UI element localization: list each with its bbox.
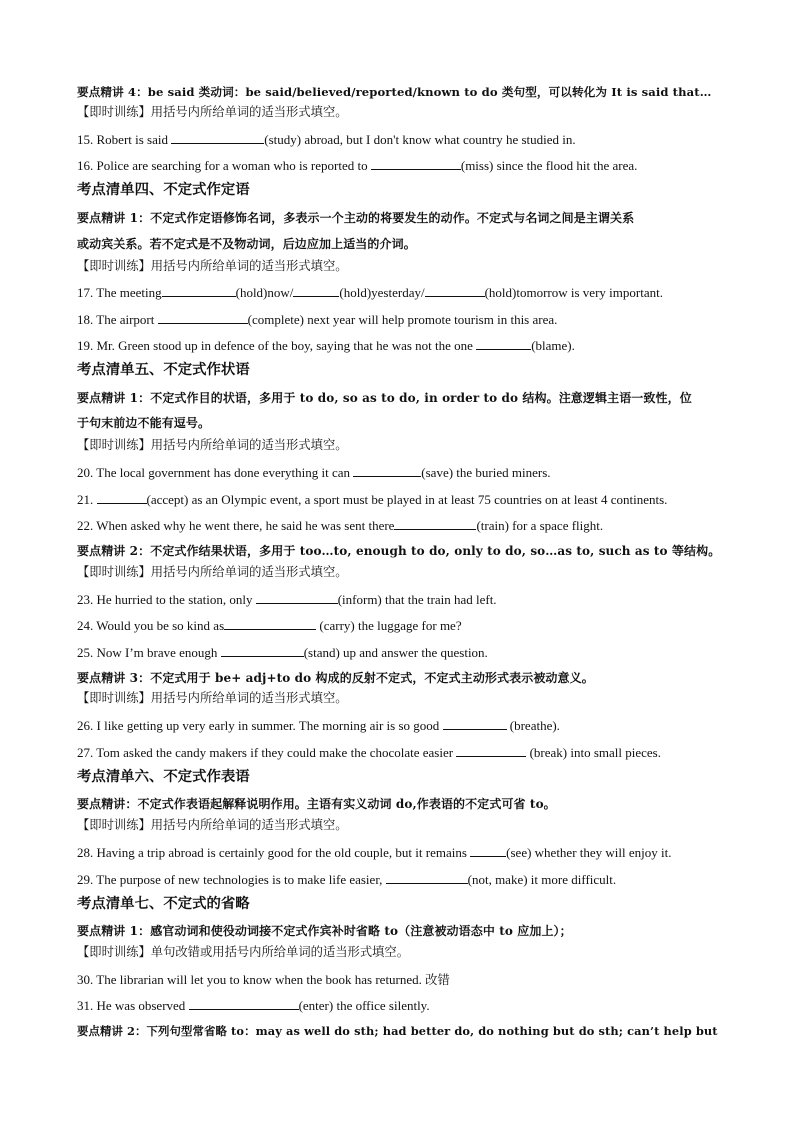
question-31: 31. He was observed (enter) the office silently.	[77, 998, 430, 1013]
key-point-5-1-line2: 于句末前边不能有逗号。	[77, 416, 211, 430]
answer-blank[interactable]	[162, 284, 236, 297]
key-point-5-2: 要点精讲 2：不定式作结果状语，多用于 too…to, enough to do, only to do, so…as to, such as to 等结构。	[77, 544, 721, 558]
key-point-6: 要点精讲：不定式作表语起解释说明作用。主语有实义动词 do,作表语的不定式可省 to。	[77, 797, 556, 811]
key-point-4-1-line1: 要点精讲 1：不定式作定语修饰名词，多表示一个主动的将要发生的动作。不定式与名词之间是主谓关系	[77, 211, 635, 225]
question-16: 16. Police are searching for a woman who is reported to (miss) since the flood hit the area.	[77, 158, 638, 173]
drill-instruction: 【即时训练】用括号内所给单词的适当形式填空。	[77, 565, 348, 579]
drill-instruction: 【即时训练】用括号内所给单词的适当形式填空。	[77, 691, 348, 705]
question-29: 29. The purpose of new technologies is to make life easier, (not, make) it more difficult.	[77, 872, 617, 887]
section-heading-7: 考点清单七、不定式的省略	[77, 896, 250, 912]
question-15: 15. Robert is said (study) abroad, but I don't know what country he studied in.	[77, 132, 576, 147]
answer-blank[interactable]	[386, 871, 468, 884]
drill-instruction: 【即时训练】用括号内所给单词的适当形式填空。	[77, 438, 348, 452]
drill-instruction: 【即时训练】用括号内所给单词的适当形式填空。	[77, 818, 348, 832]
key-point-4: 要点精讲 4：be said 类动词：be said/believed/reported/known to do 类句型，可以转化为 It is said that…	[77, 85, 712, 99]
drill-instruction: 【即时训练】用括号内所给单词的适当形式填空。	[77, 105, 348, 119]
question-30: 30. The librarian will let you to know when the book has returned. 改错	[77, 972, 450, 987]
question-17: 17. The meeting (hold)now/ (hold)yesterday/ (hold)tomorrow is very important.	[77, 285, 663, 300]
question-26: 26. I like getting up very early in summer. The morning air is so good (breathe).	[77, 718, 560, 733]
answer-blank[interactable]	[443, 717, 507, 730]
question-28: 28. Having a trip abroad is certainly good for the old couple, but it remains (see) whether they will enjoy it.	[77, 845, 672, 860]
section-heading-5: 考点清单五、不定式作状语	[77, 362, 250, 378]
answer-blank[interactable]	[353, 464, 421, 477]
answer-blank[interactable]	[189, 997, 299, 1010]
answer-blank[interactable]	[221, 644, 304, 657]
answer-blank[interactable]	[97, 491, 147, 504]
question-27: 27. Tom asked the candy makers if they could make the chocolate easier (break) into small pieces.	[77, 745, 661, 760]
question-21: 21. (accept) as an Olympic event, a sport must be played in at least 75 countries on at least 4 continents.	[77, 492, 668, 507]
answer-blank[interactable]	[470, 844, 506, 857]
key-point-5-1-line1: 要点精讲 1：不定式作目的状语，多用于 to do, so as to do, in order to do 结构。注意逻辑主语一致性，位	[77, 391, 692, 405]
section-heading-4: 考点清单四、不定式作定语	[77, 182, 250, 198]
question-25: 25. Now I’m brave enough (stand) up and answer the question.	[77, 645, 488, 660]
question-19: 19. Mr. Green stood up in defence of the boy, saying that he was not the one (blame).	[77, 338, 575, 353]
answer-blank[interactable]	[425, 284, 485, 297]
drill-instruction: 【即时训练】单句改错或用括号内所给单词的适当形式填空。	[77, 945, 410, 959]
answer-blank[interactable]	[476, 337, 531, 350]
answer-blank[interactable]	[293, 284, 339, 297]
key-point-5-3: 要点精讲 3：不定式用于 be+ adj+to do 构成的反射不定式，不定式主动形式表示被动意义。	[77, 671, 594, 685]
answer-blank[interactable]	[371, 157, 461, 170]
error-correction-tag: 改错	[425, 973, 450, 987]
question-20: 20. The local government has done everything it can (save) the buried miners.	[77, 465, 551, 480]
question-18: 18. The airport (complete) next year will help promote tourism in this area.	[77, 312, 558, 327]
question-23: 23. He hurried to the station, only (inform) that the train had left.	[77, 592, 497, 607]
question-24: 24. Would you be so kind as (carry) the luggage for me?	[77, 618, 462, 633]
answer-blank[interactable]	[456, 744, 526, 757]
answer-blank[interactable]	[171, 131, 264, 144]
answer-blank[interactable]	[256, 591, 338, 604]
answer-blank[interactable]	[394, 517, 476, 530]
key-point-7-2: 要点精讲 2：下列句型常省略 to：may as well do sth; had better do, do nothing but do sth; can’t help but	[77, 1024, 718, 1038]
key-point-4-1-line2: 或动宾关系。若不定式是不及物动词，后边应加上适当的介词。	[77, 237, 416, 251]
answer-blank[interactable]	[158, 311, 248, 324]
question-22: 22. When asked why he went there, he said he was sent there (train) for a space flight.	[77, 518, 604, 533]
section-heading-6: 考点清单六、不定式作表语	[77, 769, 250, 785]
answer-blank[interactable]	[224, 617, 316, 630]
key-point-7-1: 要点精讲 1：感官动词和使役动词接不定式作宾补时省略 to（注意被动语态中 to 应加上）；	[77, 924, 572, 938]
drill-instruction: 【即时训练】用括号内所给单词的适当形式填空。	[77, 259, 348, 273]
